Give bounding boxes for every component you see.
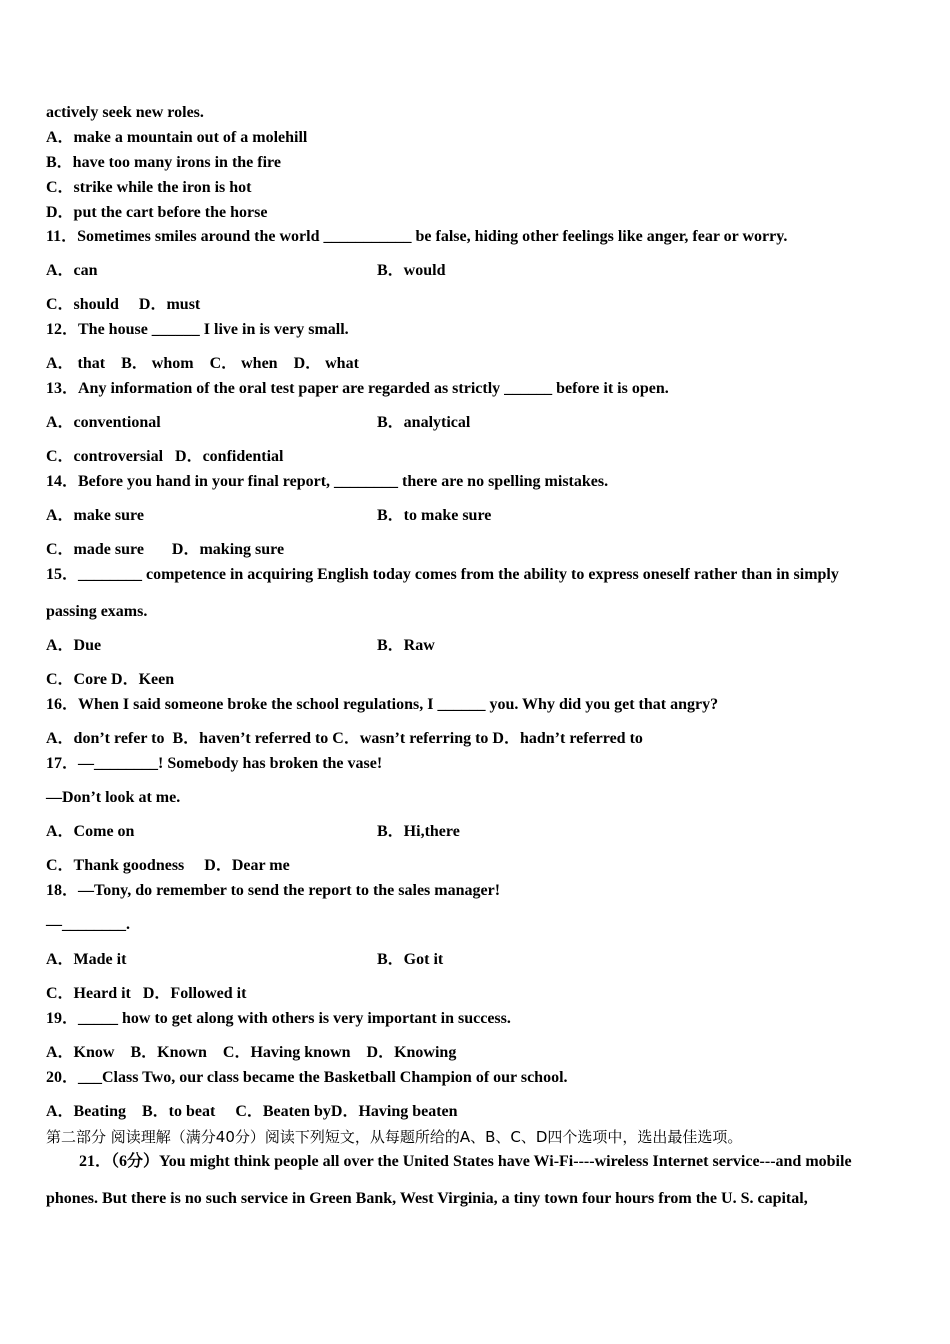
question-13-options-cd: C．controversial D．confidential <box>46 448 284 465</box>
option-c: C．strike while the iron is hot <box>46 179 252 196</box>
question-18-stem: 18．—Tony, do remember to send the report to the sales manager! <box>46 882 501 899</box>
question-12-stem: 12．The house ______ I live in is very small. <box>46 321 349 338</box>
question-17-reply: —Don’t look at me. <box>46 789 181 806</box>
question-15-stem: 15．________ competence in acquiring English today comes from the ability to express oneself rather than in simply <box>46 566 839 583</box>
question-11-option-b: B．would <box>377 262 446 279</box>
question-12-options: A． that B． whom C． when D． what <box>46 355 359 372</box>
question-21-passage-cont: phones. But there is no such service in Green Bank, West Virginia, a tiny town four hours from the U. S. capital, <box>46 1190 808 1207</box>
question-14-option-a: A．make sure <box>46 507 144 524</box>
question-20-stem: 20．___Class Two, our class became the Basketball Champion of our school. <box>46 1069 568 1086</box>
question-15-options-cd: C．Core D．Keen <box>46 671 175 688</box>
question-14-stem: 14．Before you hand in your final report, ________ there are no spelling mistakes. <box>46 473 609 490</box>
question-11-option-a: A．can <box>46 262 98 279</box>
question-16-options: A．don’t refer to B．haven’t referred to C．wasn’t referring to D．hadn’t referred to <box>46 730 643 747</box>
question-21-passage: 21．（6分）You might think people all over the United States have Wi-Fi----wireless Internet service---and mobile <box>79 1153 852 1170</box>
question-15-option-a: A．Due <box>46 637 102 654</box>
question-18-options-cd: C．Heard it D．Followed it <box>46 985 247 1002</box>
question-18-option-a: A．Made it <box>46 951 127 968</box>
question-11-options-cd: C．should D．must <box>46 296 201 313</box>
question-13-stem: 13．Any information of the oral test paper are regarded as strictly ______ before it is open. <box>46 380 669 397</box>
question-14-options-cd: C．made sure D．making sure <box>46 541 285 558</box>
question-16-stem: 16．When I said someone broke the school regulations, I ______ you. Why did you get that angry? <box>46 696 719 713</box>
question-11-stem: 11．Sometimes smiles around the world ___________ be false, hiding other feelings like anger, fear or worry. <box>46 228 788 245</box>
option-b: B．have too many irons in the fire <box>46 154 281 171</box>
option-a: A．make a mountain out of a molehill <box>46 129 308 146</box>
question-19-stem: 19．_____ how to get along with others is very important in success. <box>46 1010 511 1027</box>
question-17-options-cd: C．Thank goodness D．Dear me <box>46 857 290 874</box>
question-17-option-b: B．Hi,there <box>377 823 460 840</box>
text-line: actively seek new roles. <box>46 104 204 121</box>
question-15-option-b: B．Raw <box>377 637 435 654</box>
option-d: D．put the cart before the horse <box>46 204 268 221</box>
question-14-option-b: B．to make sure <box>377 507 492 524</box>
question-18-reply: —________. <box>46 916 130 933</box>
question-19-options: A．Know B．Known C．Having known D．Knowing <box>46 1044 457 1061</box>
question-13-option-b: B．analytical <box>377 414 471 431</box>
question-17-option-a: A．Come on <box>46 823 135 840</box>
question-18-option-b: B．Got it <box>377 951 444 968</box>
question-20-options: A．Beating B．to beat C．Beaten byD．Having beaten <box>46 1103 458 1120</box>
section-heading: 第二部分 阅读理解（满分40分）阅读下列短文，从每题所给的A、B、C、D四个选项中，选出最佳选项。 <box>46 1128 743 1146</box>
question-13-option-a: A．conventional <box>46 414 161 431</box>
question-15-stem-cont: passing exams. <box>46 603 148 620</box>
question-17-stem: 17．—________! Somebody has broken the vase! <box>46 755 383 772</box>
